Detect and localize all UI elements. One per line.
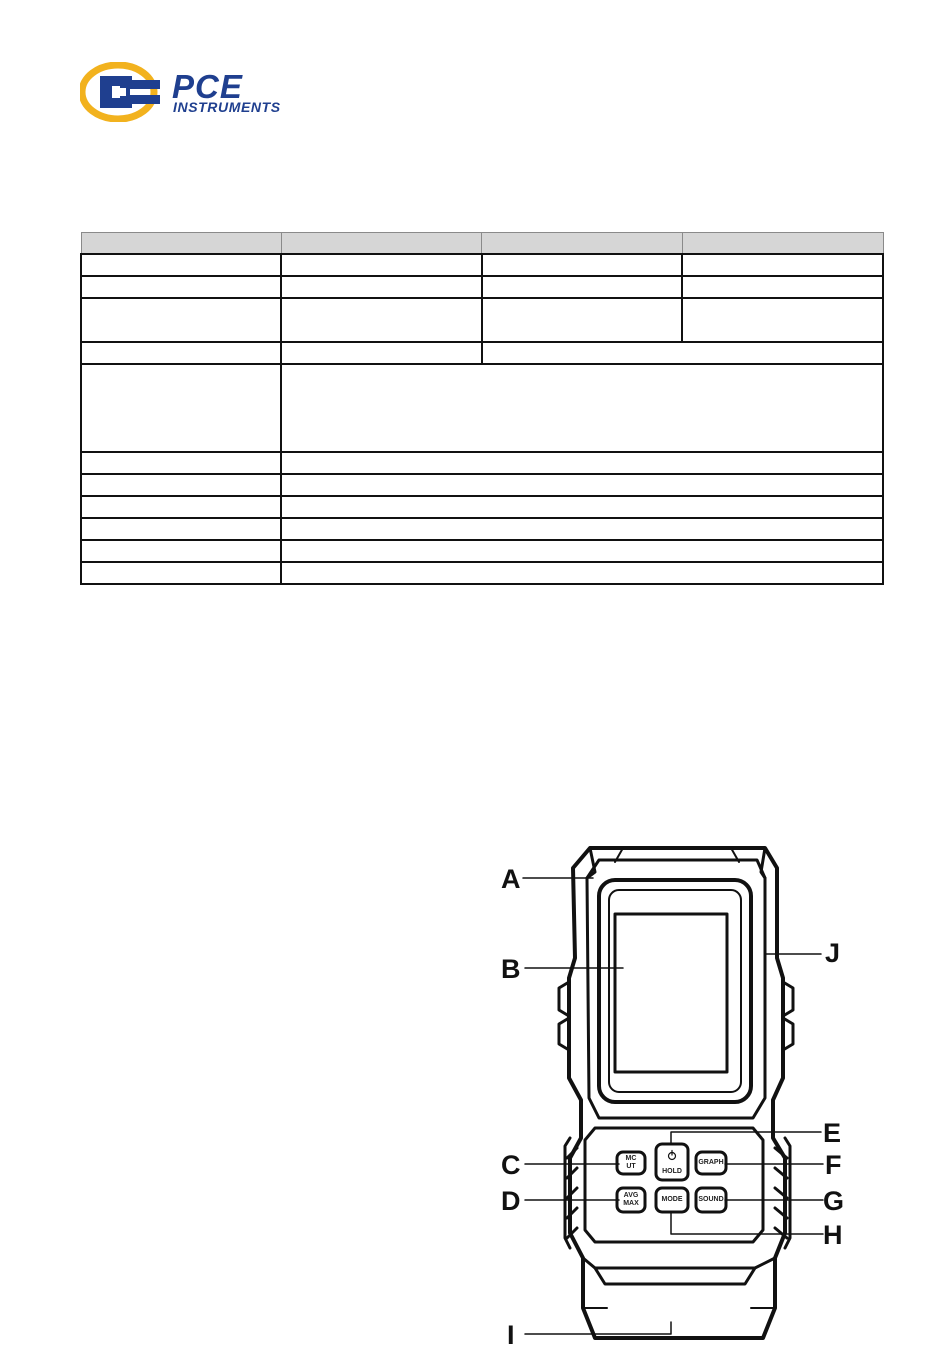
table-row: [81, 276, 883, 298]
device-diagram: [495, 838, 855, 1358]
company-logo: [80, 62, 320, 122]
table-cell: [281, 452, 883, 474]
table-cell: [81, 518, 281, 540]
callout-i: I: [507, 1320, 515, 1350]
table-header-cell: [482, 233, 683, 255]
table-cell: [281, 298, 482, 342]
callout-g: G: [823, 1186, 845, 1216]
table-cell: [482, 254, 683, 276]
table-row: [81, 474, 883, 496]
table-cell: [682, 298, 883, 342]
callout-f: F: [825, 1150, 842, 1180]
device-drawing: [495, 838, 855, 1358]
mc-label: MC: [625, 1155, 637, 1162]
callout-h: H: [823, 1220, 843, 1250]
table-row: [81, 562, 883, 584]
graph-label: GRAPH: [698, 1159, 724, 1166]
callout-b: B: [501, 954, 521, 984]
sound-button[interactable]: [696, 1188, 726, 1212]
table-header-cell: [682, 233, 883, 255]
table-cell: [682, 276, 883, 298]
callout-a: A: [501, 864, 521, 894]
avg-label: AVG: [623, 1192, 639, 1199]
table-cell: [81, 562, 281, 584]
table-row: [81, 540, 883, 562]
table-cell: [482, 298, 683, 342]
avg-max-button[interactable]: [617, 1188, 645, 1212]
callout-e: E: [823, 1118, 842, 1148]
table-cell: [682, 254, 883, 276]
power-hold-button[interactable]: [656, 1144, 688, 1180]
table-row: [81, 298, 883, 342]
logo-subtitle: INSTRUMENTS: [173, 99, 281, 115]
callout-j: J: [825, 938, 841, 968]
logo-title: PCE: [172, 68, 243, 105]
table-row: [81, 518, 883, 540]
table-cell: [81, 342, 281, 364]
table-row: [81, 496, 883, 518]
table-header-row: [81, 233, 883, 255]
table-row: [81, 254, 883, 276]
table-cell: [81, 452, 281, 474]
hold-label: HOLD: [662, 1168, 682, 1175]
specification-table: [80, 232, 884, 585]
table-cell: [81, 474, 281, 496]
table-cell: [281, 540, 883, 562]
table-cell: [482, 342, 883, 364]
table-row: [81, 364, 883, 452]
table-cell: [81, 254, 281, 276]
table-cell: [281, 562, 883, 584]
mc-ut-button[interactable]: [617, 1152, 645, 1174]
mode-button[interactable]: [656, 1188, 688, 1212]
table-cell: [81, 540, 281, 562]
max-label: MAX: [623, 1200, 639, 1207]
table-cell: [281, 342, 482, 364]
table-header-cell: [281, 233, 482, 255]
mode-label: MODE: [661, 1196, 683, 1203]
table-cell: [81, 298, 281, 342]
table-cell: [281, 518, 883, 540]
callout-c: C: [501, 1150, 521, 1180]
graph-button[interactable]: [696, 1152, 726, 1174]
table-cell: [281, 364, 883, 452]
sound-label: SOUND: [698, 1196, 724, 1203]
table-cell: [281, 276, 482, 298]
table-cell: [281, 474, 883, 496]
callout-d: D: [501, 1186, 521, 1216]
table-row: [81, 452, 883, 474]
table-header-cell: [81, 233, 281, 255]
table-cell: [482, 276, 683, 298]
table-cell: [81, 364, 281, 452]
table-cell: [281, 496, 883, 518]
table-cell: [81, 496, 281, 518]
table-row: [81, 342, 883, 364]
table-cell: [281, 254, 482, 276]
ut-label: UT: [626, 1163, 636, 1170]
table-cell: [81, 276, 281, 298]
pce-logo-mark: [80, 62, 164, 122]
